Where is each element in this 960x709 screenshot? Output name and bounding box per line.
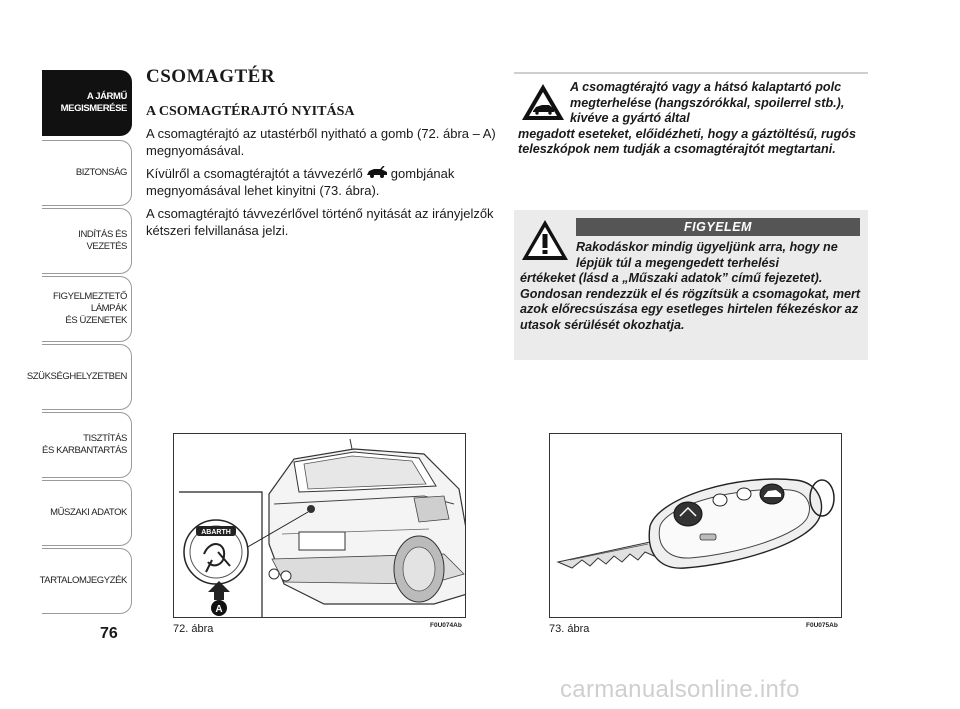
note-box bbox=[514, 72, 868, 182]
figure-73-key-fob bbox=[549, 433, 842, 618]
tab-starting-driving[interactable]: INDÍTÁS ÉS VEZETÉS bbox=[42, 208, 132, 274]
note-text-rest: megadott eseteket, előidézheti, hogy a gáztöltésű, rugós teleszkópok nem tudják a csomagtérajtót megtartani. bbox=[518, 126, 856, 156]
figure-73-code: F0U075Ab bbox=[806, 622, 838, 629]
badge-label: ABARTH bbox=[201, 529, 231, 536]
tab-index[interactable]: TARTALOMJEGYZÉK bbox=[42, 548, 132, 614]
tab-vehicle-overview[interactable]: A JÁRMŰ MEGISMERÉSE bbox=[42, 70, 132, 136]
tab-warning-lights[interactable]: FIGYELMEZTETŐ LÁMPÁK ÉS ÜZENETEK bbox=[42, 276, 132, 342]
watermark: carmanualsonline.info bbox=[560, 676, 800, 703]
figure-72-caption: 72. ábra bbox=[173, 623, 214, 635]
paragraph-indicator-flash: A csomagtérajtó távvezérlővel történő nyitását az irányjelzők kétszeri felvillanása jelzi. bbox=[146, 206, 494, 238]
tab-technical-data[interactable]: MŰSZAKI ADATOK bbox=[42, 480, 132, 546]
marker-a-label: A bbox=[215, 604, 223, 615]
note-text-indented: A csomagtérajtó vagy a hátsó kalaptartó polc megterhelése (hangszórókkal, spoilerrel stb.), kivéve a gyártó által bbox=[570, 80, 845, 125]
paragraph-inside-opening: A csomagtérajtó az utastérből nyitható a gomb (72. ábra – A) megnyomásával. bbox=[146, 126, 496, 158]
key-fob-illustration bbox=[550, 434, 842, 618]
tab-emergency[interactable]: SZÜKSÉGHELYZETBEN bbox=[42, 344, 132, 410]
warning-box bbox=[514, 210, 868, 360]
tab-safety[interactable]: BIZTONSÁG bbox=[42, 140, 132, 206]
warning-text-rest: értékeket (lásd a „Műszaki adatok” című fejezetet). Gondosan rendezzük el és rögzítsük a csomagokat, mert azok előrecsúszása egy esetleges hirtelen fékezéskor az utasok sérülését okozhatja. bbox=[520, 271, 861, 332]
warning-text bbox=[520, 240, 866, 333]
figure-72-car-rear bbox=[173, 433, 466, 618]
note-text bbox=[518, 80, 864, 158]
paragraph-remote-part1: Kívülről a csomagtérajtót a távvezérlő bbox=[146, 166, 363, 181]
figure-72-code: F0U074Ab bbox=[430, 622, 462, 629]
tailgate-key-icon bbox=[366, 166, 388, 183]
warning-text-indented: Rakodáskor mindig ügyeljünk arra, hogy ne lépjük túl a megengedett terhelési bbox=[576, 240, 838, 270]
subsection-title: A CSOMAGTÉRAJTÓ NYITÁSA bbox=[146, 104, 355, 119]
paragraph-remote-part2: gombjának megnyomásával lehet kinyitni (73. ábra). bbox=[146, 166, 455, 198]
paragraph-remote-opening bbox=[146, 166, 496, 199]
figure-73-caption: 73. ábra bbox=[549, 623, 590, 635]
main-content bbox=[146, 66, 496, 246]
section-title: CSOMAGTÉR bbox=[146, 66, 276, 87]
car-rear-illustration bbox=[174, 434, 466, 618]
tab-maintenance[interactable]: TISZTÍTÁS ÉS KARBANTARTÁS bbox=[42, 412, 132, 478]
warning-header: FIGYELEM bbox=[576, 218, 860, 236]
page-number: 76 bbox=[100, 625, 118, 642]
